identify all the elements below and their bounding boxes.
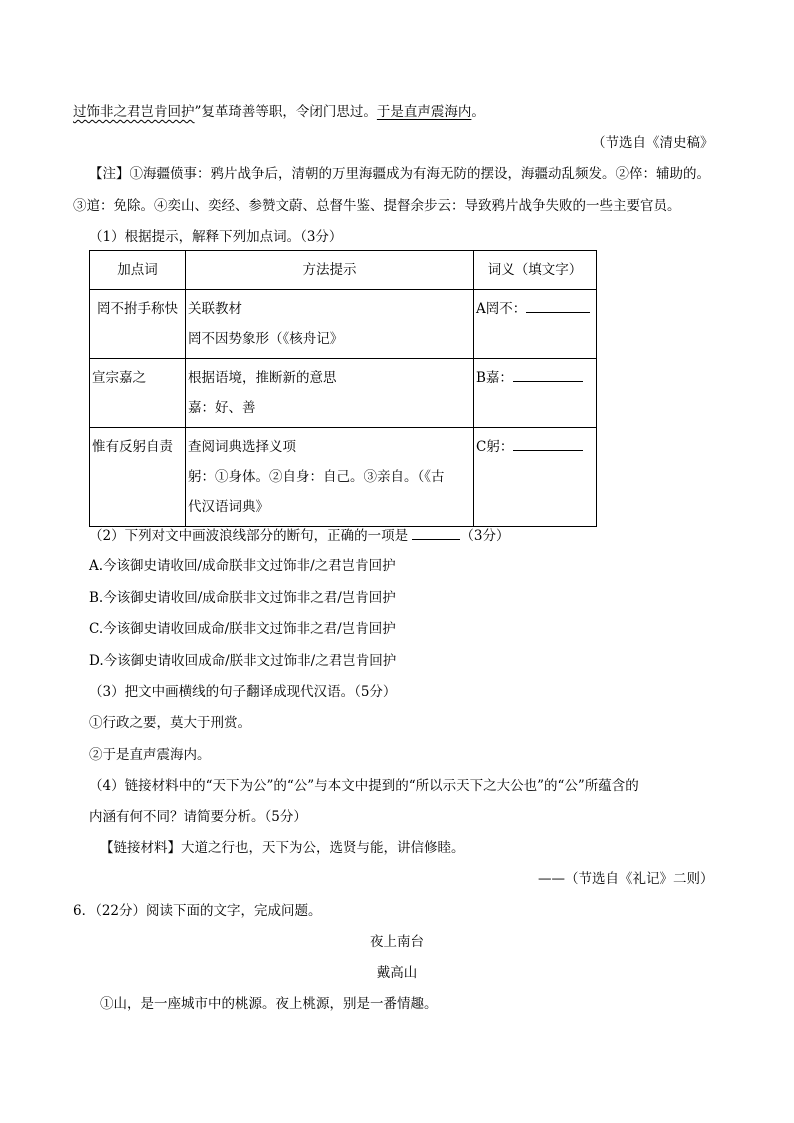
q4-linked-material: 【链接材料】大道之行也，天下为公，选贤与能，讲信修睦。 (100, 840, 465, 856)
hint-line: 罔不因势象形（《核舟记》 (188, 331, 344, 347)
answer-label: A罔不： (476, 301, 527, 317)
underlined-sentence: 于是直声震海内 (376, 104, 472, 120)
hint-line: 代汉语词典》 (188, 499, 269, 515)
row-word: 宣宗嘉之 (90, 359, 186, 428)
hint-line: 嘉：好、善 (188, 400, 256, 416)
passage-source: （节选自《清史稿》 (592, 135, 714, 151)
row-word: 惟有反躬自责 (90, 428, 186, 527)
q2-prompt-line (89, 525, 509, 546)
q6-header: 6．（22分）阅读下面的文字，完成问题。 (73, 903, 322, 919)
row-answer (474, 359, 597, 428)
answer-blank[interactable] (513, 367, 583, 382)
q3-sentence-1: ①行政之要，莫大于刑赏。 (89, 715, 251, 731)
vocab-table (89, 250, 597, 527)
q4-source: ——（节选自《礼记》二则） (538, 871, 714, 887)
answer-label: C躬： (476, 439, 514, 455)
note-line-1: 【注】①海疆偾事：鸦片战争后，清朝的万里海疆成为有海无防的摆设，海疆动乱频发。②倅：辅助的。 (89, 166, 710, 182)
wavy-underlined-text: 过饰非之君岂肯回护 (73, 104, 195, 120)
q2-option-d: D.今该御史请收回成命/朕非文过饰非/之君岂肯回护 (89, 653, 397, 669)
q2-option-b: B.今该御史请收回/成命朕非文过饰非之君/岂肯回护 (89, 590, 396, 606)
q1-prompt: （1）根据提示，解释下列加点词。（3分） (89, 229, 343, 245)
note-line-2: ③逭：免除。④奕山、奕经、参赞文蔚、总督牛鉴、提督余步云：导致鸦片战争失败的一些主要官员。 (73, 198, 681, 214)
answer-label: B嘉： (476, 370, 513, 386)
passage-text: ”复革琦善等职，令闭门思过。 (194, 104, 377, 120)
row-answer (474, 290, 597, 359)
q6-author: 戴高山 (376, 965, 418, 981)
q4-prompt-line-2: 内涵有何不同？请简要分析。（5分） (89, 809, 307, 825)
header-word: 加点词 (90, 251, 186, 290)
q2-prompt: （2）下列对文中画波浪线部分的断句，正确的一项是 (89, 528, 409, 544)
hint-line: 根据语境，推断新的意思 (188, 370, 337, 386)
header-meaning: 词义（填文字） (474, 251, 597, 290)
answer-blank[interactable] (513, 436, 583, 451)
q6-title: 夜上南台 (370, 934, 424, 950)
answer-blank[interactable] (526, 298, 590, 313)
q2-answer-blank[interactable] (412, 525, 460, 540)
passage-line (73, 102, 485, 122)
row-answer (474, 428, 597, 527)
header-hint: 方法提示 (186, 251, 474, 290)
hint-line: 查阅词典选择义项 (188, 439, 296, 455)
q2-option-c: C.今该御史请收回成命/朕非文过饰非之君/岂肯回护 (89, 621, 396, 637)
table-header-row (90, 251, 597, 290)
row-hint (186, 290, 474, 359)
hint-line: 躬：①身体。②自身：自己。③亲自。（《古 (188, 469, 445, 485)
row-hint (186, 359, 474, 428)
q2-option-a: A.今该御史请收回/成命朕非文过饰非/之君岂肯回护 (89, 558, 396, 574)
passage-text-end: 。 (471, 104, 485, 120)
q3-prompt: （3）把文中画横线的句子翻译成现代汉语。（5分） (89, 684, 397, 700)
table-row (90, 290, 597, 359)
q2-score: （3分） (460, 528, 510, 544)
q4-prompt-line-1: （4）链接材料中的“天下为公”的“公”与本文中提到的“所以示天下之大公也”的“公”所蕴含的 (89, 778, 639, 794)
row-word: 罔不拊手称快 (90, 290, 186, 359)
hint-line: 关联教材 (188, 301, 242, 317)
table-row (90, 428, 597, 527)
q3-sentence-2: ②于是直声震海内。 (89, 747, 211, 763)
q6-paragraph-1: ①山，是一座城市中的桃源。夜上桃源，别是一番情趣。 (100, 996, 438, 1012)
table-row (90, 359, 597, 428)
row-hint (186, 428, 474, 527)
